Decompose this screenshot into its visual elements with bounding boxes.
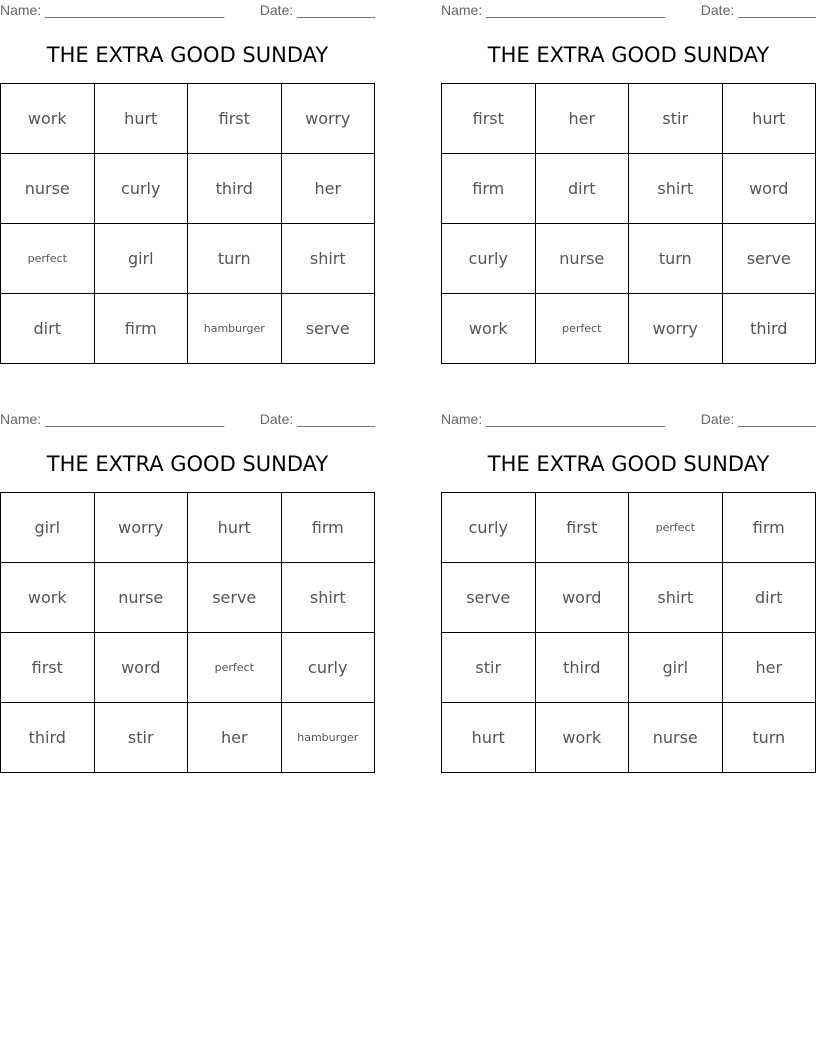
grid-cell: nurse xyxy=(629,703,723,773)
grid-cell: nurse xyxy=(1,154,95,224)
grid-cell: shirt xyxy=(281,563,375,633)
grid-row xyxy=(1,84,375,154)
grid-cell: shirt xyxy=(629,563,723,633)
grid-cell: her xyxy=(535,84,629,154)
bingo-card xyxy=(441,409,816,773)
grid-row xyxy=(1,154,375,224)
grid-cell: third xyxy=(722,294,816,364)
card-title: THE EXTRA GOOD SUNDAY xyxy=(487,43,770,67)
grid-row xyxy=(1,563,375,633)
grid-row xyxy=(1,224,375,294)
grid-cell: hurt xyxy=(94,84,188,154)
grid-row xyxy=(442,703,816,773)
grid-cell: work xyxy=(1,563,95,633)
grid-row xyxy=(1,703,375,773)
grid-cell: nurse xyxy=(535,224,629,294)
grid-cell: dirt xyxy=(535,154,629,224)
grid-cell: work xyxy=(535,703,629,773)
grid-cell: curly xyxy=(281,633,375,703)
bingo-card xyxy=(0,0,375,364)
grid-cell: first xyxy=(1,633,95,703)
grid-cell: turn xyxy=(722,703,816,773)
card-header xyxy=(0,0,375,22)
grid-cell: firm xyxy=(442,154,536,224)
grid-cell: word xyxy=(535,563,629,633)
grid-cell: hurt xyxy=(188,493,282,563)
grid-cell: stir xyxy=(442,633,536,703)
grid-cell: hamburger xyxy=(188,294,282,364)
name-field[interactable]: Name: _______________________ xyxy=(441,411,666,427)
grid-cell: girl xyxy=(629,633,723,703)
grid-row xyxy=(442,493,816,563)
grid-cell: worry xyxy=(94,493,188,563)
grid-cell: word xyxy=(94,633,188,703)
grid-cell: her xyxy=(281,154,375,224)
grid-cell: third xyxy=(188,154,282,224)
grid-cell: third xyxy=(1,703,95,773)
grid-row xyxy=(442,563,816,633)
grid-cell: hurt xyxy=(722,84,816,154)
grid-cell: serve xyxy=(442,563,536,633)
grid-cell: girl xyxy=(1,493,95,563)
grid-row xyxy=(442,84,816,154)
grid-row xyxy=(442,294,816,364)
grid-cell: first xyxy=(535,493,629,563)
grid-cell: her xyxy=(722,633,816,703)
grid-cell: shirt xyxy=(281,224,375,294)
grid-cell: nurse xyxy=(94,563,188,633)
grid-row xyxy=(1,633,375,703)
grid-cell: firm xyxy=(94,294,188,364)
date-field[interactable]: Date: __________ xyxy=(700,411,816,427)
grid-cell: first xyxy=(188,84,282,154)
date-field[interactable]: Date: __________ xyxy=(700,2,816,18)
name-field[interactable]: Name: _______________________ xyxy=(0,2,225,18)
card-header xyxy=(441,0,816,22)
card-header xyxy=(0,409,375,431)
grid-cell: work xyxy=(442,294,536,364)
grid-row xyxy=(442,224,816,294)
grid-cell: third xyxy=(535,633,629,703)
grid-cell: dirt xyxy=(722,563,816,633)
grid-cell: curly xyxy=(442,224,536,294)
bingo-grid xyxy=(0,83,375,364)
card-title: THE EXTRA GOOD SUNDAY xyxy=(487,452,770,476)
grid-cell: perfect xyxy=(629,493,723,563)
grid-cell: turn xyxy=(629,224,723,294)
grid-cell: perfect xyxy=(1,224,95,294)
grid-cell: perfect xyxy=(535,294,629,364)
grid-row xyxy=(442,633,816,703)
grid-cell: curly xyxy=(442,493,536,563)
grid-row xyxy=(1,294,375,364)
card-header xyxy=(441,409,816,431)
grid-cell: work xyxy=(1,84,95,154)
grid-cell: stir xyxy=(629,84,723,154)
grid-cell: turn xyxy=(188,224,282,294)
grid-row xyxy=(442,154,816,224)
grid-cell: serve xyxy=(281,294,375,364)
bingo-grid xyxy=(0,492,375,773)
bingo-grid xyxy=(441,492,816,773)
name-field[interactable]: Name: _______________________ xyxy=(0,411,225,427)
grid-cell: firm xyxy=(722,493,816,563)
card-title: THE EXTRA GOOD SUNDAY xyxy=(46,452,329,476)
bingo-grid xyxy=(441,83,816,364)
grid-cell: curly xyxy=(94,154,188,224)
grid-cell: serve xyxy=(722,224,816,294)
grid-cell: worry xyxy=(281,84,375,154)
grid-cell: hurt xyxy=(442,703,536,773)
date-field[interactable]: Date: __________ xyxy=(259,411,375,427)
grid-cell: worry xyxy=(629,294,723,364)
bingo-card xyxy=(0,409,375,773)
grid-cell: her xyxy=(188,703,282,773)
grid-cell: hamburger xyxy=(281,703,375,773)
date-field[interactable]: Date: __________ xyxy=(259,2,375,18)
grid-row xyxy=(1,493,375,563)
grid-cell: word xyxy=(722,154,816,224)
card-title: THE EXTRA GOOD SUNDAY xyxy=(46,43,329,67)
grid-cell: firm xyxy=(281,493,375,563)
grid-cell: first xyxy=(442,84,536,154)
grid-cell: girl xyxy=(94,224,188,294)
grid-cell: perfect xyxy=(188,633,282,703)
bingo-card xyxy=(441,0,816,364)
grid-cell: dirt xyxy=(1,294,95,364)
grid-cell: shirt xyxy=(629,154,723,224)
grid-cell: stir xyxy=(94,703,188,773)
name-field[interactable]: Name: _______________________ xyxy=(441,2,666,18)
grid-cell: serve xyxy=(188,563,282,633)
